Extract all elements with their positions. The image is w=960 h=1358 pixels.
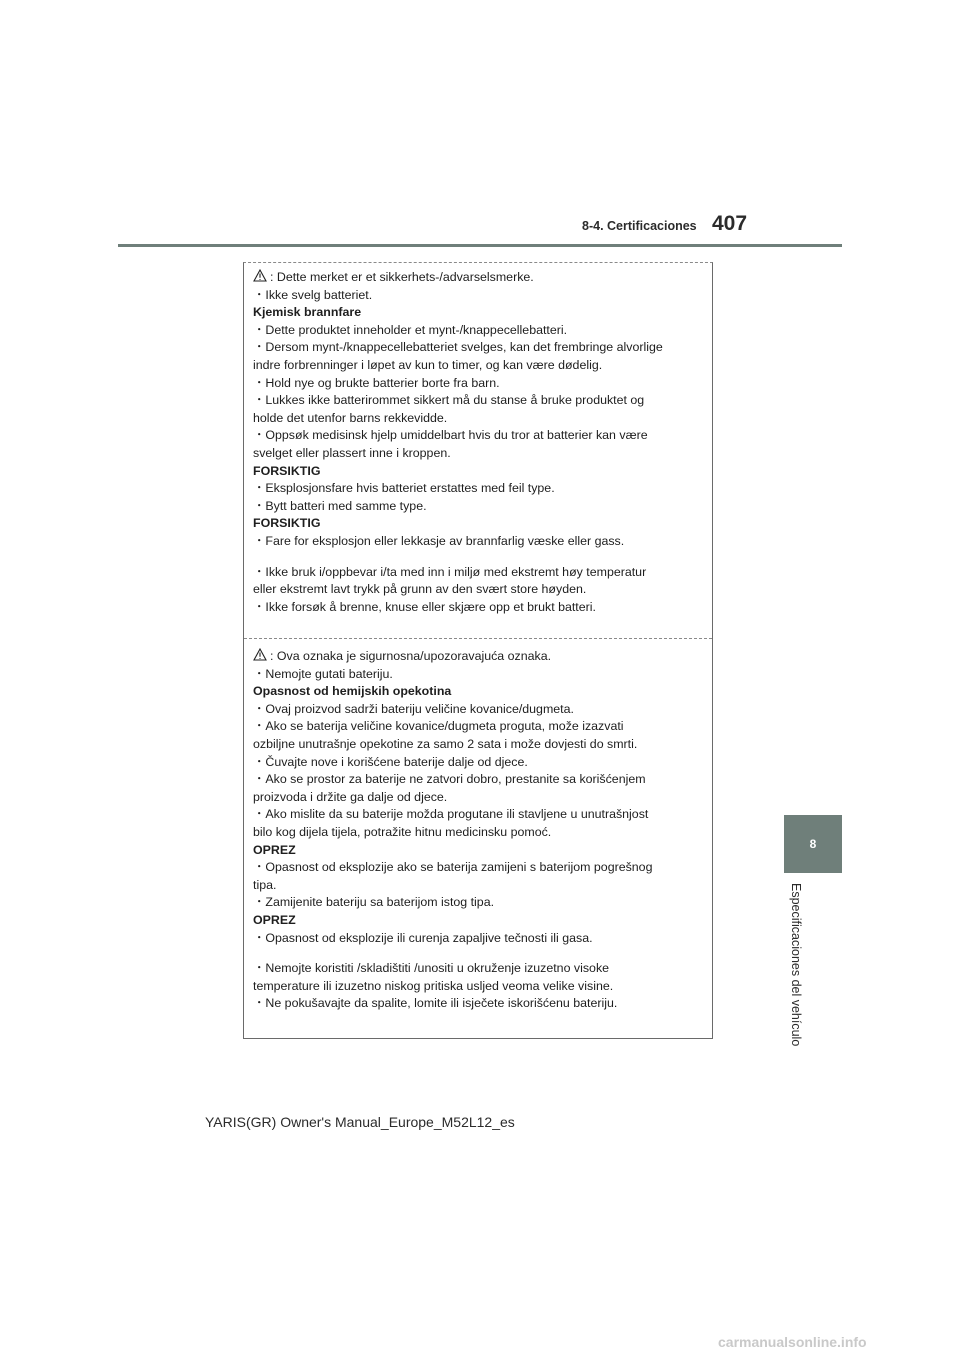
line-text: OPREZ [253, 842, 296, 857]
line-text: Opasnost od hemijskih opekotina [253, 684, 452, 699]
chapter-tab [784, 815, 842, 873]
line-text: ・Ne pokušavajte da spalite, lomite ili isječete iskorišćenu bateriju. [253, 996, 618, 1011]
warning-text-line [253, 666, 704, 684]
warning-text-line [253, 859, 704, 877]
line-text: ・Eksplosjonsfare hvis batteriet erstattes med feil type. [253, 481, 555, 496]
line-text: ・Dette produktet inneholder et mynt-/knappecellebatteri. [253, 322, 568, 337]
warning-text-line [253, 995, 704, 1013]
warning-text-line [253, 445, 704, 463]
warning-text-line [253, 718, 704, 736]
panel-divider [244, 638, 712, 639]
line-text: ・Opasnost od eksplozije ako se baterija zamijeni s baterijom pogrešnog [253, 860, 653, 875]
warning-heading [253, 304, 704, 322]
warning-text-line [253, 877, 704, 895]
line-text: ・Čuvajte nove i korišćene baterije dalje od djece. [253, 754, 528, 769]
warning-text-line [253, 564, 704, 582]
line-text: ・Nemojte gutati bateriju. [253, 666, 393, 681]
line-text: FORSIKTIG [253, 463, 321, 478]
line-text: ・Hold nye og brukte batterier borte fra barn. [253, 375, 500, 390]
section-title: 8-4. Certificaciones [582, 219, 697, 233]
line-text: ・Ikke forsøk å brenne, knuse eller skjære opp et brukt batteri. [253, 599, 596, 614]
line-text: ・Dersom mynt-/knappecellebatteriet svelges, kan det frembringe alvorlige [253, 340, 663, 355]
manual-footer: YARIS(GR) Owner's Manual_Europe_M52L12_es [205, 1114, 515, 1130]
certification-box [243, 262, 713, 1039]
warning-text-line [253, 269, 704, 287]
warning-text-line [253, 824, 704, 842]
warning-triangle-icon [253, 648, 267, 661]
line-text: ・Bytt batteri med samme type. [253, 498, 427, 513]
line-text: Kjemisk brannfare [253, 305, 362, 320]
warning-text-line [253, 375, 704, 393]
warning-text-line [253, 894, 704, 912]
line-text: temperature ili izuzetno niskog pritiska usljed veoma velike visine. [253, 978, 614, 993]
warning-text-line [253, 339, 704, 357]
chapter-number: 8 [809, 837, 817, 851]
line-text: indre forbrenninger i løpet av kun to timer, og kan være dødelig. [253, 357, 603, 372]
warning-text-line [253, 427, 704, 445]
line-text: ・Ikke svelg batteriet. [253, 287, 373, 302]
warning-text-line [253, 287, 704, 305]
warning-text-line [253, 789, 704, 807]
page-number: 407 [712, 212, 748, 235]
line-text: ・Nemojte koristiti /skladištiti /unositi u okruženje izuzetno visoke [253, 961, 610, 976]
line-text: ・Ovaj proizvod sadrži bateriju veličine kovanice/dugmeta. [253, 701, 574, 716]
warning-heading [253, 912, 704, 930]
warning-heading [253, 463, 704, 481]
croatian-warning-panel [253, 648, 704, 1013]
warning-text-line [253, 771, 704, 789]
norwegian-warning-panel [253, 269, 704, 616]
header-rule [118, 244, 842, 247]
line-text: OPREZ [253, 912, 296, 927]
warning-text-line [253, 648, 704, 666]
line-text: ozbiljne unutrašnje opekotine za samo 2 sata i može dovjesti do smrti. [253, 736, 638, 751]
warning-text-line [253, 581, 704, 599]
line-text: bilo kog dijela tijela, potražite hitnu medicinsku pomoć. [253, 824, 552, 839]
line-text: ・Ako se prostor za baterije ne zatvori dobro, prestanite sa korišćenjem [253, 772, 646, 787]
warning-heading [253, 515, 704, 533]
warning-text-line [253, 498, 704, 516]
line-text: proizvoda i držite ga dalje od djece. [253, 789, 448, 804]
warning-text-line [253, 392, 704, 410]
line-text: ・Fare for eksplosjon eller lekkasje av brannfarlig væske eller gass. [253, 533, 625, 548]
line-text: holde det utenfor barns rekkevidde. [253, 410, 448, 425]
warning-text-line [253, 806, 704, 824]
line-text: ・Lukkes ikke batterirommet sikkert må du stanse å bruke produktet og [253, 393, 645, 408]
warning-text-line [253, 960, 704, 978]
warning-heading [253, 842, 704, 860]
warning-text-line [253, 978, 704, 996]
line-text: ・Ako se baterija veličine kovanice/dugmeta proguta, može izazvati [253, 719, 624, 734]
chapter-side-label: Especificaciones del vehículo [789, 883, 803, 1047]
line-text: ・Opasnost od eksplozije ili curenja zapaljive tečnosti ili gasa. [253, 930, 593, 945]
line-text: ・Ikke bruk i/oppbevar i/ta med inn i miljø med ekstremt høy temperatur [253, 564, 647, 579]
line-text: tipa. [253, 877, 277, 892]
line-text: ・Oppsøk medisinsk hjelp umiddelbart hvis du tror at batterier kan være [253, 428, 648, 443]
warning-text-line [253, 533, 704, 551]
warning-triangle-icon [253, 269, 267, 282]
warning-text-line [253, 754, 704, 772]
warning-text-line [253, 322, 704, 340]
watermark: carmanualsonline.info [718, 1334, 867, 1350]
warning-text-line [253, 410, 704, 428]
line-text: eller ekstremt lavt trykk på grunn av den svært store høyden. [253, 582, 587, 597]
warning-text-line [253, 480, 704, 498]
warning-text-line [253, 930, 704, 948]
warning-text-line [253, 357, 704, 375]
line-text: svelget eller plassert inne i kroppen. [253, 445, 451, 460]
line-text: : Dette merket er et sikkerhets-/advarselsmerke. [270, 270, 534, 284]
line-text: : Ova oznaka je sigurnosna/upozoravajuća oznaka. [270, 649, 552, 663]
warning-text-line [253, 599, 704, 617]
warning-heading [253, 683, 704, 701]
warning-text-line [253, 701, 704, 719]
line-text: ・Zamijenite bateriju sa baterijom istog tipa. [253, 895, 495, 910]
warning-text-line [253, 736, 704, 754]
line-text: ・Ako mislite da su baterije možda progutane ili stavljene u unutrašnjost [253, 807, 649, 822]
line-text: FORSIKTIG [253, 516, 321, 531]
